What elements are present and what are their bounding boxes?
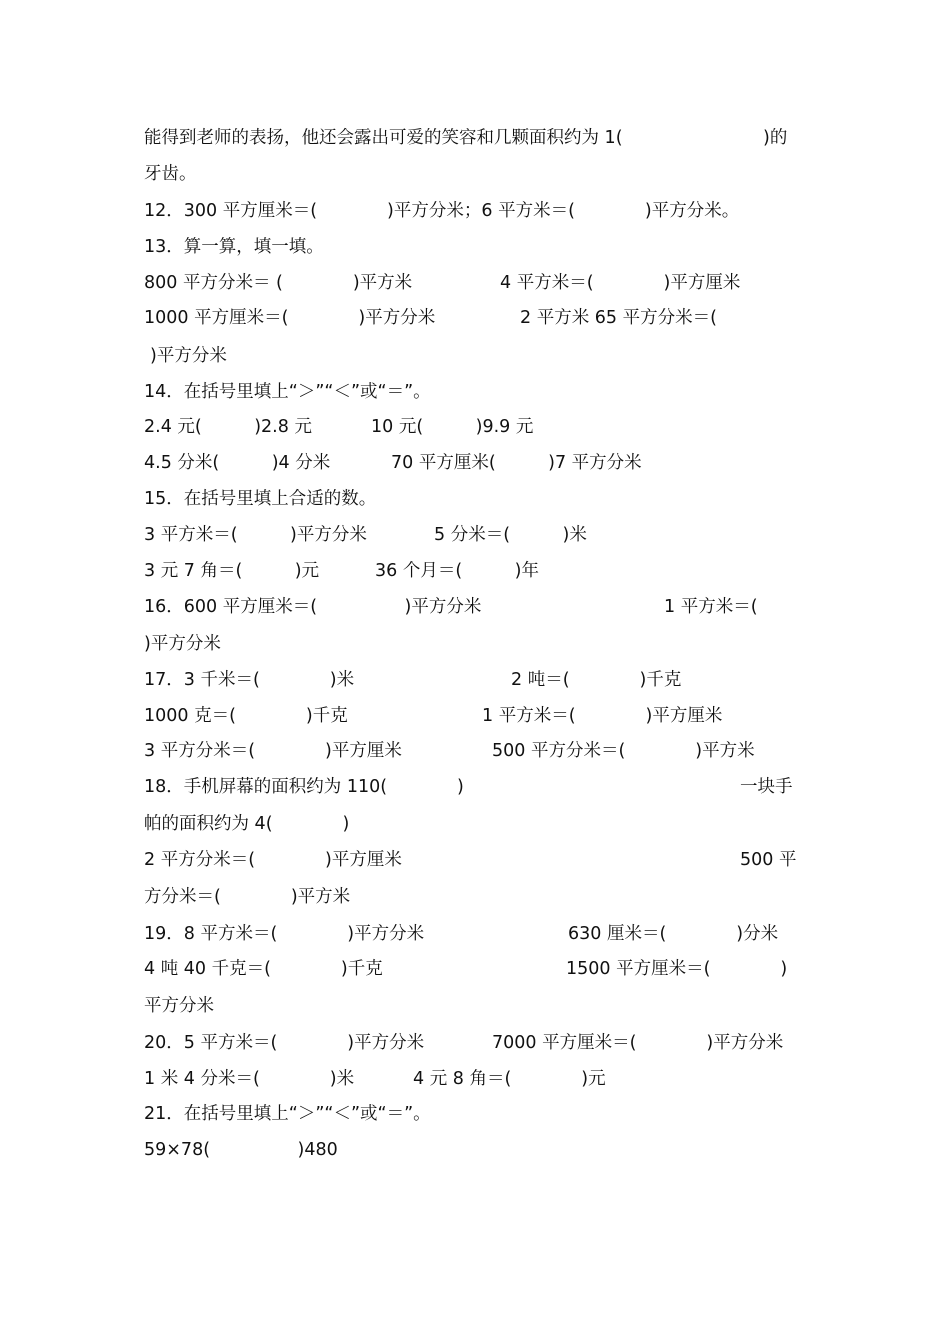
question-17-item-1: 17．3 千米＝( )米 [144, 670, 355, 690]
question-17-item-5: 3 平方分米＝( )平方厘米 [144, 741, 402, 761]
question-13-item-4-end: )平方分米 [150, 346, 227, 366]
question-13-item-2: 4 平方米＝( )平方厘米 [500, 273, 741, 293]
question-15-item-2: 5 分米＝( )米 [434, 525, 587, 545]
question-19-item-4: 1500 平方厘米＝( ) [566, 959, 788, 979]
question-18-item-4: 500 平 [740, 850, 797, 870]
question-15-item-4: 36 个月＝( )年 [375, 561, 539, 581]
text-line-1: 能得到老师的表扬，他还会露出可爱的笑容和几颗面积约为 1( [144, 128, 623, 148]
question-20-item-3: 1 米 4 分米＝( )米 [144, 1069, 355, 1089]
question-19-item-2: 630 厘米＝( )分米 [568, 924, 779, 944]
question-15-item-3: 3 元 7 角＝( )元 [144, 561, 320, 581]
question-14-item-2: 10 元( )9.9 元 [371, 417, 534, 437]
question-16-item-2: 1 平方米＝( [664, 597, 758, 617]
question-14-item-3: 4.5 分米( )4 分米 [144, 453, 331, 473]
question-14-title: 14．在括号里填上“＞”“＜”或“＝”。 [144, 382, 431, 402]
question-15-title: 15．在括号里填上合适的数。 [144, 489, 377, 509]
question-17-item-6: 500 平方分米＝( )平方米 [492, 741, 755, 761]
question-19-item-4-end: 平方分米 [144, 996, 214, 1016]
question-13-item-4: 2 平方米 65 平方分米＝( [520, 308, 717, 328]
question-21-item-1: 59×78( )480 [144, 1140, 338, 1160]
question-12: 12．300 平方厘米＝( )平方分米；6 平方米＝( )平方分米。 [144, 201, 740, 221]
question-13-item-3: 1000 平方厘米＝( )平方分米 [144, 308, 436, 328]
question-18-item-1: 18．手机屏幕的面积约为 110( ) [144, 777, 464, 797]
question-21-title: 21．在括号里填上“＞”“＜”或“＝”。 [144, 1104, 431, 1124]
question-20-item-2: 7000 平方厘米＝( )平方分米 [492, 1033, 784, 1053]
question-18-item-3: 2 平方分米＝( )平方厘米 [144, 850, 402, 870]
question-14-item-1: 2.4 元( )2.8 元 [144, 417, 312, 437]
question-17-item-4: 1 平方米＝( )平方厘米 [482, 706, 723, 726]
question-19-item-3: 4 吨 40 千克＝( )千克 [144, 959, 383, 979]
question-18-item-4-end: 方分米＝( )平方米 [144, 887, 351, 907]
question-19-item-1: 19．8 平方米＝( )平方分米 [144, 924, 425, 944]
question-15-item-1: 3 平方米＝( )平方分米 [144, 525, 367, 545]
text-line-1-end: )的 [763, 128, 788, 148]
question-16-item-1: 16．600 平方厘米＝( )平方分米 [144, 597, 482, 617]
question-13-title: 13．算一算，填一填。 [144, 237, 324, 257]
question-17-item-2: 2 吨＝( )千克 [511, 670, 682, 690]
question-13-item-1: 800 平方分米＝ ( )平方米 [144, 273, 413, 293]
question-18-item-2: 一块手 [740, 777, 793, 797]
question-18-item-2-end: 帕的面积约为 4( ) [144, 814, 350, 834]
question-17-item-3: 1000 克＝( )千克 [144, 706, 348, 726]
text-line-2: 牙齿。 [144, 164, 197, 184]
question-20-item-4: 4 元 8 角＝( )元 [413, 1069, 606, 1089]
question-14-item-4: 70 平方厘米( )7 平方分米 [391, 453, 642, 473]
question-20-item-1: 20．5 平方米＝( )平方分米 [144, 1033, 425, 1053]
question-16-item-2-end: )平方分米 [144, 634, 221, 654]
